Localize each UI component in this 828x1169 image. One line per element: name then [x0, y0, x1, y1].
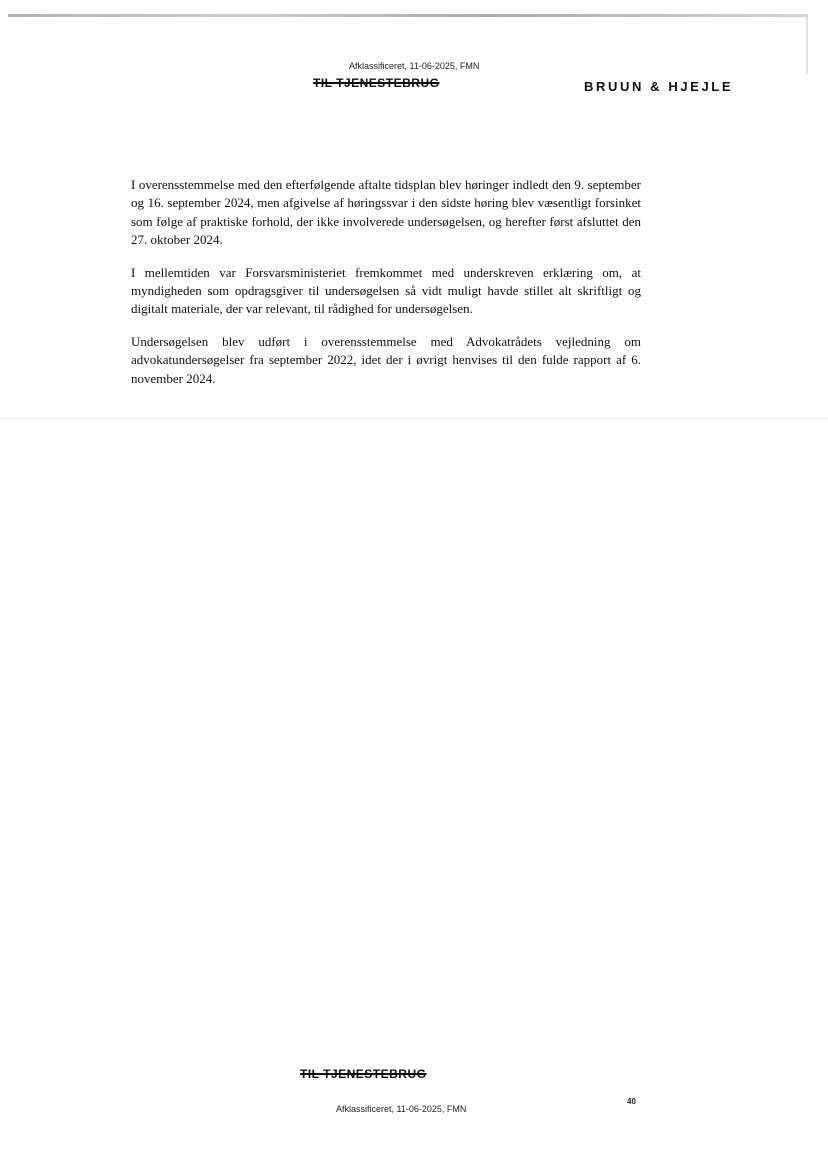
scan-edge-top — [8, 14, 808, 17]
declassification-stamp-top: Afklassificeret, 11-06-2025, FMN — [349, 61, 480, 71]
body-text — [131, 176, 641, 402]
firm-logo: BRUUN & HJEJLE — [584, 79, 734, 94]
paragraph-3: Undersøgelsen blev udført i overensstemmelse med Advokatrådets vejledning om advokatundersøgelser fra september 2022, idet der i øvrigt henvises til den fulde rapport af 6. november 2024. — [131, 334, 641, 386]
paragraph-1: I overensstemmelse med den efterfølgende aftalte tidsplan blev høringer indledt den 9. september og 16. september 2024, men afgivelse af høringssvar i den sidste høring blev væsentligt forsinket som følge af praktiske forhold, der ikke involverede undersøgelsen, og herefter først afsluttet den 27. oktober 2024. — [131, 177, 641, 247]
classification-marking-bottom: TIL TJENESTEBRUG — [300, 1067, 427, 1081]
scan-edge-right — [806, 14, 808, 74]
fold-line — [0, 418, 828, 419]
page-number: 40 — [627, 1097, 636, 1106]
classification-marking-top: TIL TJENESTEBRUG — [313, 76, 440, 90]
declassification-stamp-bottom: Afklassificeret, 11-06-2025, FMN — [336, 1104, 467, 1114]
paragraph-2: I mellemtiden var Forsvarsministeriet fremkommet med underskreven erklæring om, at myndigheden som opdragsgiver til undersøgelsen så vidt muligt havde stillet alt skriftligt og digitalt materiale, der var relevant, til rådighed for undersøgelsen. — [131, 264, 641, 317]
